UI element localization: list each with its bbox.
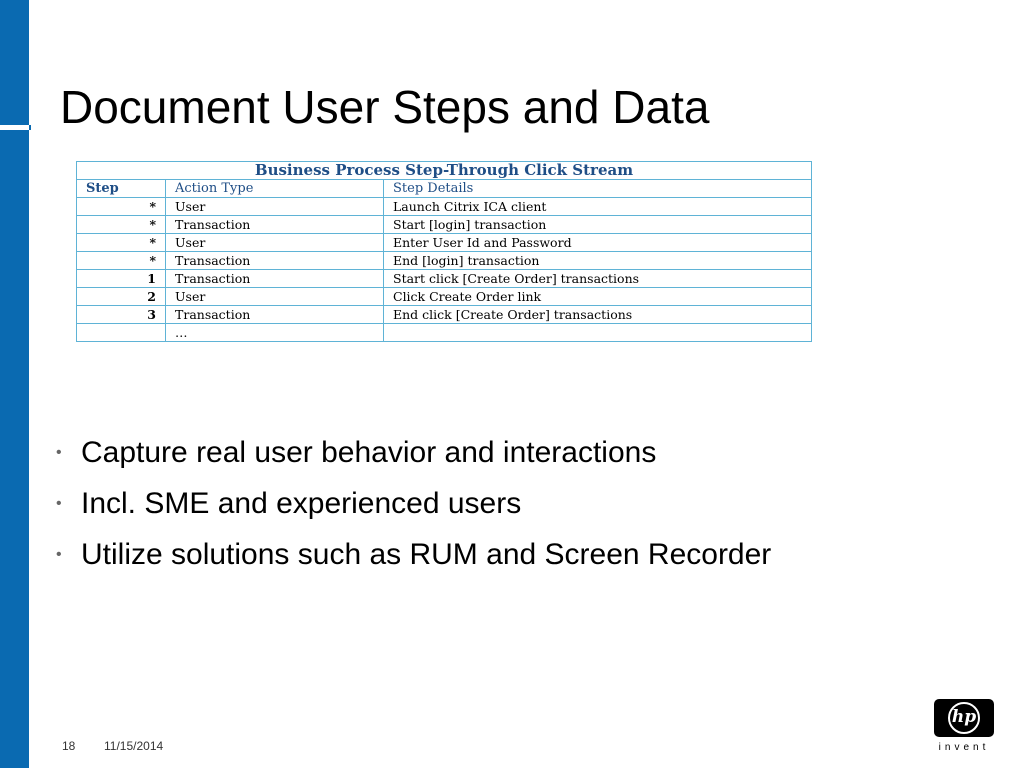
cell-action-type: Transaction xyxy=(166,270,384,288)
table-row xyxy=(77,324,812,342)
cell-step: * xyxy=(77,252,166,270)
table-title-row xyxy=(77,162,812,180)
cell-step-details: End [login] transaction xyxy=(384,252,812,270)
footer-date: 11/15/2014 xyxy=(104,739,164,753)
bullet-dot-icon: • xyxy=(56,546,62,563)
cell-step: * xyxy=(77,198,166,216)
cell-step: * xyxy=(77,216,166,234)
cell-step-details xyxy=(384,324,812,342)
cell-action-type: User xyxy=(166,234,384,252)
hp-logo-tagline: invent xyxy=(938,742,990,753)
click-stream-table-container xyxy=(76,161,811,342)
bullet-text: Capture real user behavior and interactions xyxy=(81,436,657,469)
table-title: Business Process Step-Through Click Stream xyxy=(77,162,812,180)
column-header-step: Step xyxy=(77,180,166,198)
cell-step xyxy=(77,324,166,342)
hp-logo-badge xyxy=(934,699,994,737)
left-accent-bar xyxy=(0,0,29,768)
page-number: 18 xyxy=(62,739,76,753)
slide-title: Document User Steps and Data xyxy=(60,81,710,133)
hp-logo-mark: hp xyxy=(948,702,980,734)
table-header-row xyxy=(77,180,812,198)
table-row xyxy=(77,270,812,288)
title-rule xyxy=(29,125,31,130)
table-row xyxy=(77,216,812,234)
cell-action-type: … xyxy=(166,324,384,342)
bullet-list xyxy=(56,432,771,585)
table-row xyxy=(77,234,812,252)
column-header-action-type: Action Type xyxy=(166,180,384,198)
cell-step: * xyxy=(77,234,166,252)
cell-step-details: Launch Citrix ICA client xyxy=(384,198,812,216)
click-stream-table xyxy=(76,161,812,342)
bullet-dot-icon: • xyxy=(56,495,62,512)
cell-step-details: Enter User Id and Password xyxy=(384,234,812,252)
cell-step-details: Start click [Create Order] transactions xyxy=(384,270,812,288)
hp-logo-icon xyxy=(934,699,994,755)
bullet-item xyxy=(56,483,771,534)
table-row xyxy=(77,288,812,306)
cell-action-type: Transaction xyxy=(166,252,384,270)
table-row xyxy=(77,306,812,324)
cell-step-details: Start [login] transaction xyxy=(384,216,812,234)
bullet-item xyxy=(56,432,771,483)
table-row xyxy=(77,252,812,270)
cell-action-type: Transaction xyxy=(166,306,384,324)
column-header-step-details: Step Details xyxy=(384,180,812,198)
bullet-dot-icon: • xyxy=(56,444,62,461)
table-body xyxy=(77,198,812,342)
cell-action-type: User xyxy=(166,288,384,306)
cell-step-details: Click Create Order link xyxy=(384,288,812,306)
left-bar-notch xyxy=(0,125,29,130)
cell-step: 2 xyxy=(77,288,166,306)
cell-action-type: User xyxy=(166,198,384,216)
bullet-text: Incl. SME and experienced users xyxy=(81,487,522,520)
cell-step-details: End click [Create Order] transactions xyxy=(384,306,812,324)
cell-step: 1 xyxy=(77,270,166,288)
cell-action-type: Transaction xyxy=(166,216,384,234)
table-row xyxy=(77,198,812,216)
cell-step: 3 xyxy=(77,306,166,324)
bullet-item xyxy=(56,534,771,585)
bullet-text: Utilize solutions such as RUM and Screen Recorder xyxy=(81,538,772,571)
